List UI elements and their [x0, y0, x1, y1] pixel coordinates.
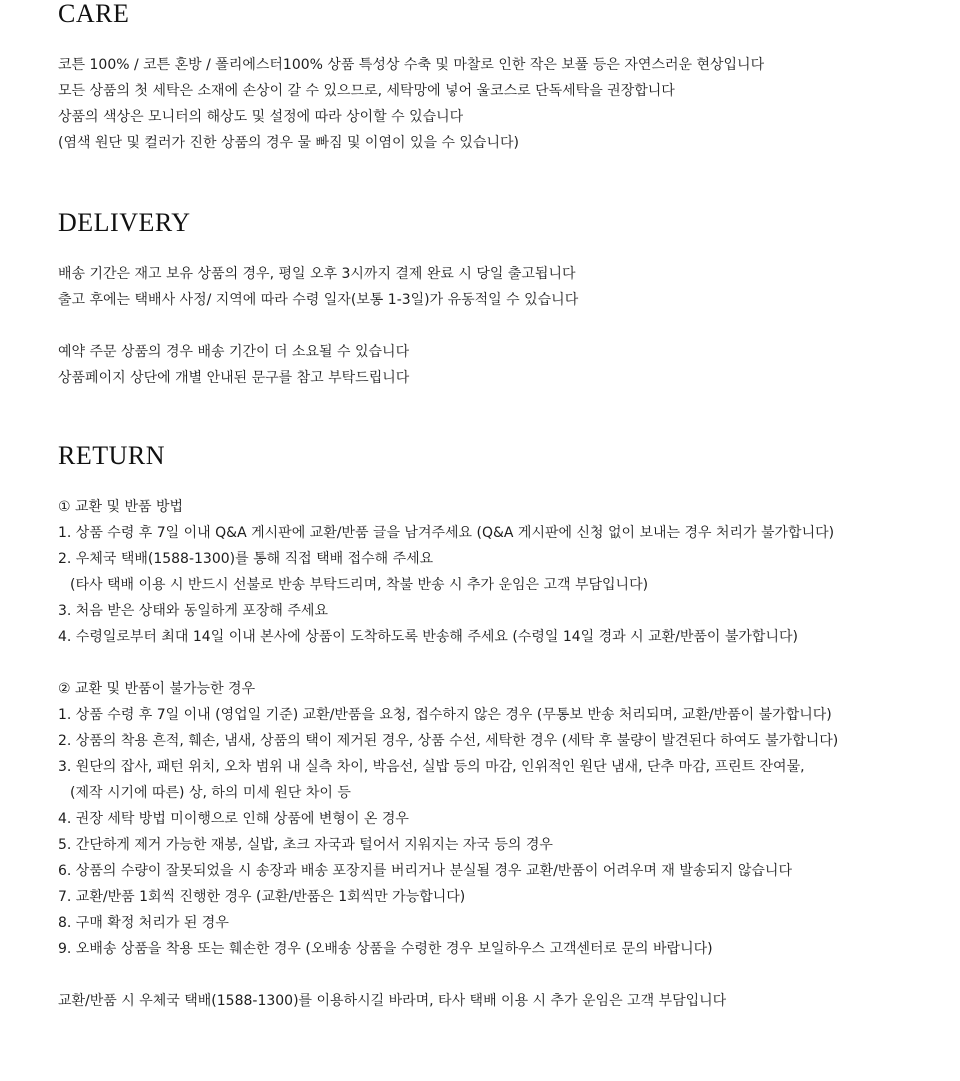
return-line: 2. 우체국 택배(1588-1300)를 통해 직접 택배 접수해 주세요	[58, 551, 434, 567]
return-line: 3. 처음 받은 상태와 동일하게 포장해 주세요	[58, 603, 328, 619]
delivery-line: 상품페이지 상단에 개별 안내된 문구를 참고 부탁드립니다	[58, 370, 410, 386]
return-line: 2. 상품의 착용 흔적, 훼손, 냄새, 상품의 택이 제거된 경우, 상품 수선, 세탁한 경우 (세탁 후 불량이 발견된다 하여도 불가합니다)	[58, 733, 839, 749]
care-line: 상품의 색상은 모니터의 해상도 및 설정에 따라 상이할 수 있습니다	[58, 109, 464, 125]
spacer	[58, 962, 838, 988]
return-line: 6. 상품의 수량이 잘못되었을 시 송장과 배송 포장지를 버리거나 분실될 경우 교환/반품이 어려우며 재 발송되지 않습니다	[58, 863, 792, 879]
return-line: 1. 상품 수령 후 7일 이내 Q&A 게시판에 교환/반품 글을 남겨주세요 (Q&A 게시판에 신청 없이 보내는 경우 처리가 불가합니다)	[58, 525, 835, 541]
return-line: 5. 간단하게 제거 가능한 재봉, 실밥, 초크 자국과 털어서 지워지는 자국 등의 경우	[58, 837, 553, 853]
care-text	[58, 52, 764, 156]
care-line: 모든 상품의 첫 세탁은 소재에 손상이 갈 수 있으므로, 세탁망에 넣어 울코스로 단독세탁을 권장합니다	[58, 83, 675, 99]
return-line: 9. 오배송 상품을 착용 또는 훼손한 경우 (오배송 상품을 수령한 경우 보일하우스 고객센터로 문의 바랍니다)	[58, 941, 713, 957]
care-line: 코튼 100% / 코튼 혼방 / 폴리에스터100% 상품 특성상 수축 및 마찰로 인한 작은 보풀 등은 자연스러운 현상입니다	[58, 57, 765, 73]
return-line: 8. 구매 확정 처리가 된 경우	[58, 915, 229, 931]
return-line: 4. 권장 세탁 방법 미이행으로 인해 상품에 변형이 온 경우	[58, 811, 409, 827]
delivery-heading: DELIVERY	[58, 208, 191, 237]
return-line: 4. 수령일로부터 최대 14일 이내 본사에 상품이 도착하도록 반송해 주세요 (수령일 14일 경과 시 교환/반품이 불가합니다)	[58, 629, 798, 645]
care-heading: CARE	[58, 0, 130, 28]
spacer	[58, 650, 838, 676]
spacer	[58, 313, 578, 339]
care-line: (염색 원단 및 컬러가 진한 상품의 경우 물 빠짐 및 이염이 있을 수 있습니다)	[58, 135, 519, 151]
return-subheading-method: ① 교환 및 반품 방법	[58, 499, 184, 515]
delivery-line: 배송 기간은 재고 보유 상품의 경우, 평일 오후 3시까지 결제 완료 시 당일 출고됩니다	[58, 266, 576, 282]
return-footnote: 교환/반품 시 우체국 택배(1588-1300)를 이용하시길 바라며, 타사 택배 이용 시 추가 운임은 고객 부담입니다	[58, 993, 727, 1009]
return-line: 3. 원단의 잡사, 패턴 위치, 오차 범위 내 실측 차이, 박음선, 실밥 등의 마감, 인위적인 원단 냄새, 단추 마감, 프린트 잔여물,	[58, 759, 805, 775]
return-subheading-unavailable: ② 교환 및 반품이 불가능한 경우	[58, 681, 256, 697]
delivery-line: 출고 후에는 택배사 사정/ 지역에 따라 수령 일자(보통 1-3일)가 유동적일 수 있습니다	[58, 292, 579, 308]
delivery-text	[58, 261, 578, 391]
return-line: (타사 택배 이용 시 반드시 선불로 반송 부탁드리며, 착불 반송 시 추가 운임은 고객 부담입니다)	[70, 577, 649, 593]
return-heading: RETURN	[58, 441, 165, 470]
return-line: (제작 시기에 따른) 상, 하의 미세 원단 차이 등	[70, 785, 351, 801]
return-text	[58, 494, 838, 1014]
delivery-line: 예약 주문 상품의 경우 배송 기간이 더 소요될 수 있습니다	[58, 344, 410, 360]
return-line: 7. 교환/반품 1회씩 진행한 경우 (교환/반품은 1회씩만 가능합니다)	[58, 889, 466, 905]
return-line: 1. 상품 수령 후 7일 이내 (영업일 기준) 교환/반품을 요청, 접수하지 않은 경우 (무통보 반송 처리되며, 교환/반품이 불가합니다)	[58, 707, 832, 723]
